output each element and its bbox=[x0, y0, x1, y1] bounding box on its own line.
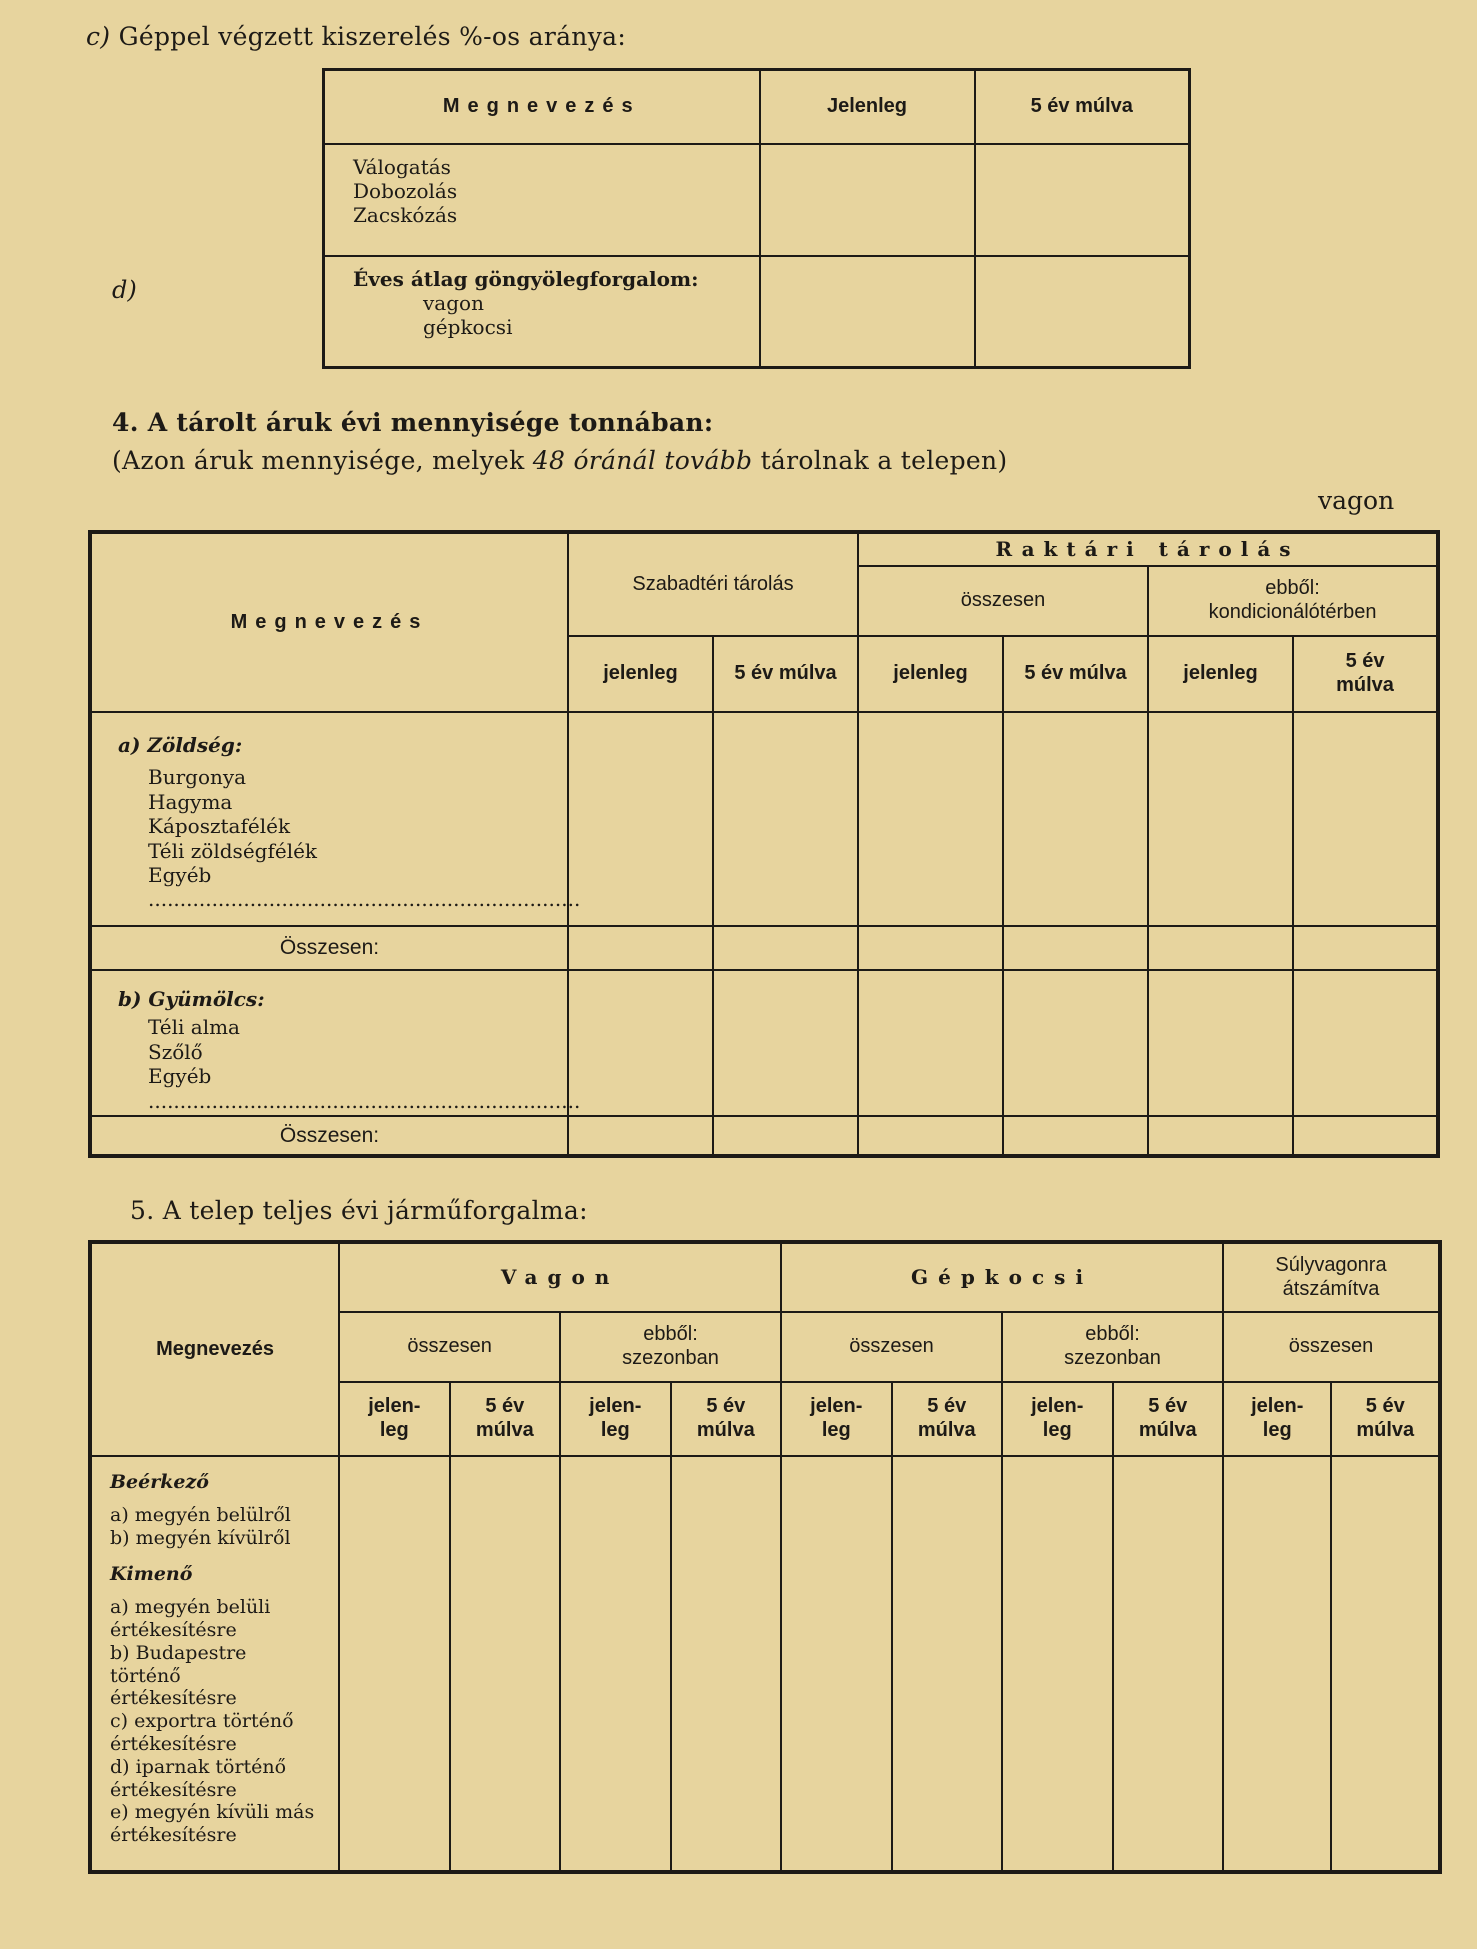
input-cell[interactable] bbox=[568, 1116, 713, 1156]
list-item: Dobozolás bbox=[353, 178, 458, 203]
input-cell[interactable] bbox=[568, 970, 713, 1116]
traffic-rows bbox=[90, 1456, 339, 1872]
input-cell[interactable] bbox=[1331, 1456, 1440, 1872]
storage-table bbox=[88, 530, 1440, 1158]
input-cell[interactable] bbox=[339, 1456, 449, 1872]
col-header-now: jelen-leg bbox=[339, 1382, 449, 1456]
list-item: Burgonya bbox=[148, 765, 247, 790]
col-header-truck: Gépkocsi bbox=[781, 1242, 1223, 1312]
section-4-title: 4. A tárolt áruk évi mennyisége tonnában: bbox=[112, 408, 714, 437]
col-header-5yr: 5 év múlva bbox=[975, 70, 1190, 144]
input-cell[interactable] bbox=[1293, 712, 1438, 926]
input-cell[interactable] bbox=[858, 712, 1003, 926]
col-header-now: jelen-leg bbox=[1223, 1382, 1331, 1456]
col-header-name: Megnevezés bbox=[90, 1242, 339, 1456]
input-cell[interactable] bbox=[560, 1456, 670, 1872]
col-header-5yr: 5 év múlva bbox=[1003, 636, 1148, 712]
col-header-5yr: 5 év múlva bbox=[1113, 1382, 1224, 1456]
input-cell[interactable] bbox=[1148, 970, 1293, 1116]
list-item: e) megyén kívüli más értékesítésre bbox=[110, 1801, 315, 1847]
input-cell[interactable] bbox=[1148, 712, 1293, 926]
col-header-now: Jelenleg bbox=[760, 70, 975, 144]
input-cell[interactable] bbox=[1003, 970, 1148, 1116]
section-d-letter: d) bbox=[112, 276, 137, 304]
list-item: b) megyén kívülről bbox=[110, 1526, 291, 1549]
input-cell[interactable] bbox=[713, 1116, 858, 1156]
col-header-warehouse-total: összesen bbox=[858, 566, 1148, 636]
packaging-table bbox=[322, 68, 1191, 369]
list-item: Válogatás bbox=[353, 154, 451, 179]
col-header-wagon-seasonal: ebből: szezonban bbox=[560, 1312, 781, 1382]
col-header-heavy-wagon: Súlyvagonra átszámítva bbox=[1223, 1242, 1440, 1312]
list-item: d) iparnak történő értékesítésre bbox=[110, 1755, 287, 1801]
col-header-warehouse: Raktári tárolás bbox=[858, 532, 1438, 566]
col-header-conditioned: ebből: kondicionálótérben bbox=[1148, 566, 1438, 636]
col-header-now: jelenleg bbox=[858, 636, 1003, 712]
list-item: Téli zöldségfélék bbox=[148, 838, 318, 863]
input-cell[interactable] bbox=[892, 1456, 1002, 1872]
input-cell[interactable] bbox=[1293, 926, 1438, 970]
col-header-truck-seasonal: ebből: szezonban bbox=[1002, 1312, 1223, 1382]
input-cell[interactable] bbox=[1113, 1456, 1224, 1872]
dotted-line: .................................................................... bbox=[148, 887, 581, 912]
col-header-5yr: 5 év múlva bbox=[671, 1382, 782, 1456]
list-item: a) megyén belülről bbox=[110, 1503, 291, 1526]
input-cell[interactable] bbox=[1003, 712, 1148, 926]
input-cell[interactable] bbox=[781, 1456, 891, 1872]
input-cell[interactable] bbox=[568, 926, 713, 970]
list-item: Zacskózás bbox=[353, 203, 458, 228]
col-header-wagon: Vagon bbox=[339, 1242, 781, 1312]
list-item: Hagyma bbox=[148, 789, 233, 814]
input-cell[interactable] bbox=[975, 144, 1190, 256]
fruits-title: b) Gyümölcs: bbox=[118, 987, 265, 1011]
incoming-title: Beérkező bbox=[110, 1471, 209, 1493]
list-item: a) megyén belüli értékesítésre bbox=[110, 1596, 271, 1641]
section-c-heading bbox=[86, 22, 626, 51]
section-c-title: Géppel végzett kiszerelés %-os aránya: bbox=[118, 22, 627, 51]
col-header-heavy-total: összesen bbox=[1223, 1312, 1440, 1382]
vehicle-traffic-table bbox=[88, 1240, 1442, 1874]
subtitle-suffix: tárolnak a telepen) bbox=[752, 446, 1008, 475]
vegetables-group bbox=[90, 712, 581, 926]
input-cell[interactable] bbox=[1293, 970, 1438, 1116]
col-header-now: jelenleg bbox=[568, 636, 713, 712]
input-cell[interactable] bbox=[858, 1116, 1003, 1156]
list-item: c) exportra történő értékesítésre bbox=[110, 1710, 294, 1755]
input-cell[interactable] bbox=[1148, 926, 1293, 970]
col-header-name: Megnevezés bbox=[90, 532, 568, 712]
vegetables-title: a) Zöldség: bbox=[118, 733, 243, 757]
input-cell[interactable] bbox=[450, 1456, 560, 1872]
container-turnover-items bbox=[324, 256, 760, 368]
list-item: b) Budapestre történő értékesítésre bbox=[110, 1641, 247, 1710]
input-cell[interactable] bbox=[1003, 926, 1148, 970]
input-cell[interactable] bbox=[1293, 1116, 1438, 1156]
col-header-open-air: Szabadtéri tárolás bbox=[568, 532, 858, 636]
input-cell[interactable] bbox=[671, 1456, 782, 1872]
section-4-subtitle bbox=[112, 446, 1007, 475]
input-cell[interactable] bbox=[858, 926, 1003, 970]
col-header-5yr: 5 év múlva bbox=[450, 1382, 560, 1456]
list-item: Téli alma bbox=[148, 1015, 240, 1040]
unit-label: vagon bbox=[1318, 486, 1395, 515]
input-cell[interactable] bbox=[713, 926, 858, 970]
col-header-5yr: 5 év múlva bbox=[1293, 636, 1438, 712]
col-header-now: jelen-leg bbox=[1002, 1382, 1112, 1456]
input-cell[interactable] bbox=[858, 970, 1003, 1116]
col-header-5yr: 5 év múlva bbox=[1331, 1382, 1440, 1456]
fruits-group bbox=[90, 970, 581, 1116]
input-cell[interactable] bbox=[760, 256, 975, 368]
subtitle-prefix: (Azon áruk mennyisége, melyek bbox=[112, 446, 533, 475]
list-item: Szőlő bbox=[148, 1039, 203, 1064]
vegetables-total-label: Összesen: bbox=[90, 926, 568, 970]
col-header-now: jelen-leg bbox=[781, 1382, 891, 1456]
dotted-line: .................................................................... bbox=[148, 1088, 581, 1113]
input-cell[interactable] bbox=[1002, 1456, 1112, 1872]
input-cell[interactable] bbox=[760, 144, 975, 256]
col-header-wagon-total: összesen bbox=[339, 1312, 560, 1382]
col-header-now: jelenleg bbox=[1148, 636, 1293, 712]
input-cell[interactable] bbox=[1223, 1456, 1331, 1872]
input-cell[interactable] bbox=[713, 712, 858, 926]
input-cell[interactable] bbox=[975, 256, 1190, 368]
container-turnover-title: Éves átlag göngyölegforgalom: bbox=[353, 266, 699, 291]
list-item: Egyéb bbox=[148, 1064, 212, 1089]
input-cell[interactable] bbox=[1003, 1116, 1148, 1156]
input-cell[interactable] bbox=[568, 712, 713, 926]
col-header-5yr: 5 év múlva bbox=[892, 1382, 1002, 1456]
col-header-5yr: 5 év múlva bbox=[713, 636, 858, 712]
col-header-name: Megnevezés bbox=[324, 70, 760, 144]
input-cell[interactable] bbox=[1148, 1116, 1293, 1156]
packaging-items bbox=[324, 144, 760, 256]
section-5-title: 5. A telep teljes évi járműforgalma: bbox=[130, 1196, 588, 1225]
col-header-now: jelen-leg bbox=[560, 1382, 670, 1456]
fruits-total-label: Összesen: bbox=[90, 1116, 568, 1156]
list-item: vagon bbox=[423, 290, 484, 315]
input-cell[interactable] bbox=[713, 970, 858, 1116]
col-header-truck-total: összesen bbox=[781, 1312, 1002, 1382]
list-item: gépkocsi bbox=[423, 315, 513, 340]
section-c-letter: c) bbox=[86, 22, 111, 51]
outgoing-title: Kimenő bbox=[110, 1563, 193, 1586]
list-item: Egyéb bbox=[148, 862, 212, 887]
list-item: Káposztafélék bbox=[148, 814, 291, 839]
subtitle-emphasis: 48 óránál tovább bbox=[532, 446, 753, 475]
